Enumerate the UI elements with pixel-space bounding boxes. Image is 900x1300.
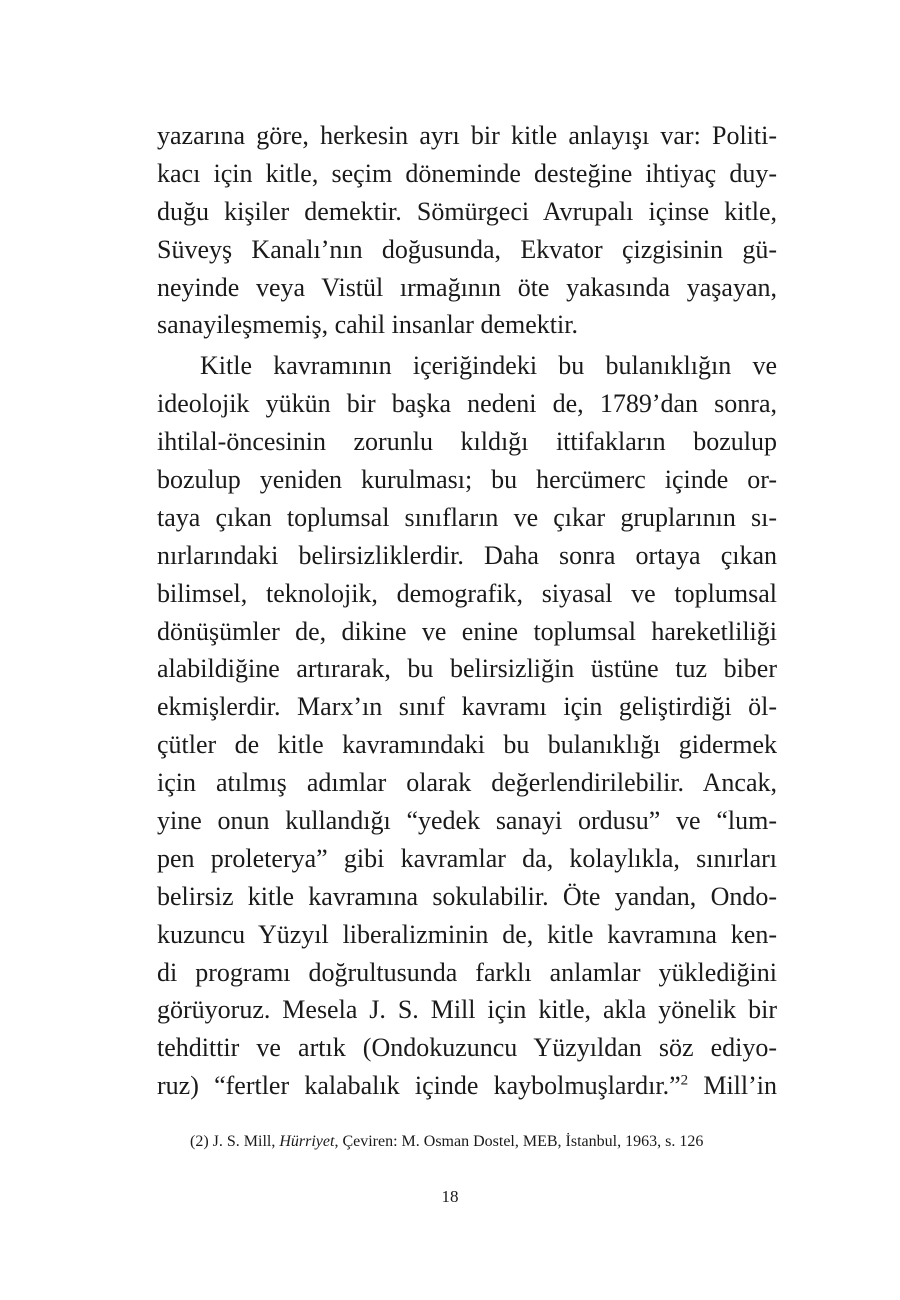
text-line: sanayileşmemiş, cahil insanlar demektir. xyxy=(157,310,578,340)
footnote-suffix: , Çeviren: M. Osman Dostel, MEB, İstanbul, 1963, s. 126 xyxy=(334,1133,704,1150)
text-line: neyinde veya Vistül ırmağının öte yakasında yaşayan, xyxy=(157,272,777,302)
text-line: için atılmış adımlar olarak değerlendirilebilir. Ancak, xyxy=(157,768,777,798)
footnote-reference[interactable]: 2 xyxy=(680,1072,689,1089)
text-line: alabildiğine artırarak, bu belirsizliğin üstüne tuz biber xyxy=(157,654,777,684)
text-line: ekmişlerdir. Marx’ın sınıf kavramı için geliştirdiği öl- xyxy=(157,692,777,722)
text-line: Süveyş Kanalı’nın doğusunda, Ekvator çizgisinin gü- xyxy=(157,234,777,264)
text-line-final xyxy=(157,1067,777,1105)
text-line: duğu kişiler demektir. Sömürgeci Avrupalı içinse kitle, xyxy=(157,196,777,226)
paragraph-1 xyxy=(157,117,777,344)
text-line: taya çıkan toplumsal sınıfların ve çıkar gruplarının sı- xyxy=(157,502,777,532)
footnote-book-title: Hürriyet xyxy=(279,1133,335,1150)
text-line: yazarına göre, herkesin ayrı bir kitle anlayışı var: Politi- xyxy=(157,121,777,150)
body-text xyxy=(157,117,777,1105)
text-line: bozulup yeniden kurulması; bu hercümerc içinde or- xyxy=(157,465,777,495)
text-line: nırlarındaki belirsizliklerdir. Daha sonra ortaya çıkan xyxy=(157,540,777,570)
text-line: bilimsel, teknolojik, demografik, siyasal ve toplumsal xyxy=(157,578,777,608)
text-line: kacı için kitle, seçim döneminde desteğine ihtiyaç duy- xyxy=(157,158,777,188)
text-line: belirsiz kitle kavramına sokulabilir. Öte yandan, Ondo- xyxy=(157,881,777,911)
text-line: dönüşümler de, dikine ve enine toplumsal hareketliliği xyxy=(157,616,777,646)
text-line: di programı doğrultusunda farklı anlamlar yüklediğini xyxy=(157,957,777,987)
text-line: ihtilal-öncesinin zorunlu kıldığı ittifakların bozulup xyxy=(157,427,777,457)
text-line: kuzuncu Yüzyıl liberalizminin de, kitle kavramına ken- xyxy=(157,919,777,949)
footnote-prefix: (2) J. S. Mill, xyxy=(190,1133,280,1150)
text-line: çütler de kitle kavramındaki bu bulanıklığı gidermek xyxy=(157,730,777,760)
text-line: Kitle kavramının içeriğindeki bu bulanıklığın ve xyxy=(200,351,777,381)
page-number: 18 xyxy=(441,1187,459,1206)
paragraph-2 xyxy=(157,347,777,1105)
text-line: ideolojik yükün bir başka nedeni de, 1789’dan sonra, xyxy=(157,389,777,419)
text-line: görüyoruz. Mesela J. S. Mill için kitle, akla yönelik bir xyxy=(157,995,777,1025)
text-fragment: Mill’in xyxy=(688,1071,777,1101)
text-fragment: ruz) “fertler kalabalık içinde kaybolmuşlardır.” xyxy=(157,1071,681,1101)
text-line: yine onun kullandığı “yedek sanayi ordusu” ve “lum- xyxy=(157,806,777,836)
text-line: tehdittir ve artık (Ondokuzuncu Yüzyıldan söz ediyo- xyxy=(157,1033,777,1063)
text-line: pen proleterya” gibi kavramlar da, kolaylıkla, sınırları xyxy=(157,843,777,873)
footnote xyxy=(190,1131,790,1153)
